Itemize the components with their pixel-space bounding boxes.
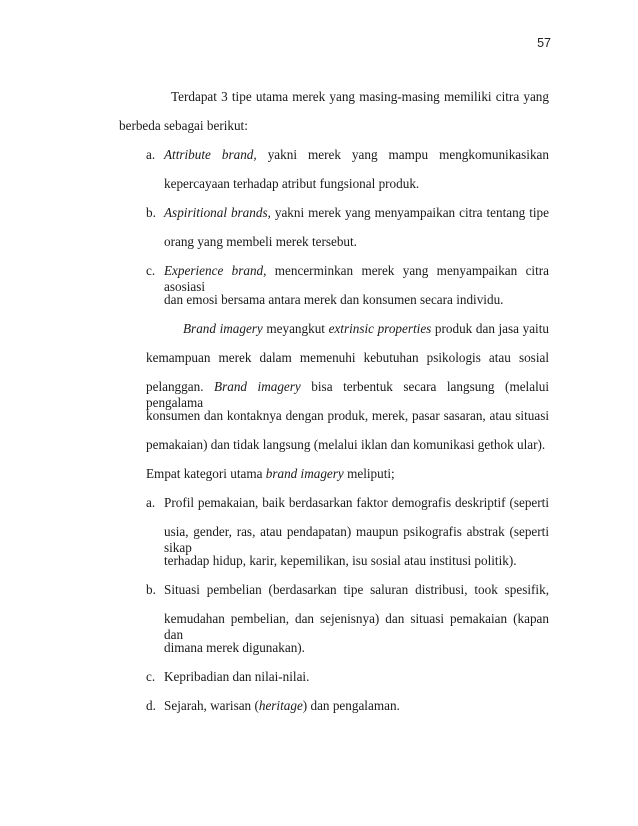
categories-intro-end: meliputi;: [343, 466, 395, 481]
paragraph-line-2: kemampuan merek dalam memenuhi kebutuhan psikologis atau sosial: [146, 350, 549, 365]
paragraph-line-5: pemakaian) dan tidak langsung (melalui iklan dan komunikasi gethok ular).: [146, 437, 546, 452]
paragraph-line-3-start: pelanggan.: [146, 379, 215, 394]
list2-item-b-line2: kemudahan pembelian, dan sejenisnya) dan situasi pemakaian (kapan dan: [164, 611, 549, 642]
list2-marker-d: d.: [146, 698, 156, 713]
intro-line-2: berbeda sebagai berikut:: [119, 118, 248, 133]
term-extrinsic-properties: extrinsic properties: [328, 321, 432, 336]
list1-marker-c: c.: [146, 263, 156, 278]
categories-intro-start: Empat kategori utama: [146, 466, 266, 481]
term-heritage: heritage: [258, 698, 303, 713]
paragraph-line-4: konsumen dan kontaknya dengan produk, merek, pasar sasaran, atau situasi: [146, 408, 549, 423]
list2-item-a-line1: Profil pemakaian, baik berdasarkan faktor demografis deskriptif (seperti: [164, 495, 549, 510]
list2-marker-a: a.: [146, 495, 156, 510]
term-experience-brand: Experience brand: [164, 263, 264, 278]
intro-line-1: Terdapat 3 tipe utama merek yang masing-masing memiliki citra yang: [171, 89, 549, 104]
list2-item-d-end: ) dan pengalaman.: [302, 698, 400, 713]
list2-item-a-line2: usia, gender, ras, atau pendapatan) maupun psikografis abstrak (seperti sikap: [164, 524, 549, 555]
list2-marker-c: c.: [146, 669, 156, 684]
list1-item-a-rest: yakni merek yang mampu mengkomunikasikan: [267, 147, 549, 162]
list1-item-c-rest: , mencerminkan merek yang menyampaikan citra asosiasi: [164, 263, 549, 294]
paragraph-line-3: [146, 379, 549, 411]
list1-marker-a: a.: [146, 147, 156, 162]
list2-item-d-start: Sejarah, warisan (: [164, 698, 259, 713]
term-aspiritional-brands: Aspiritional brands: [164, 205, 268, 220]
list1-item-a-line1: [164, 147, 549, 163]
term-brand-imagery-3: brand imagery: [265, 466, 344, 481]
term-attribute-brand: Attribute brand,: [164, 147, 257, 162]
list1-item-b-line2: orang yang membeli merek tersebut.: [164, 234, 357, 249]
categories-intro: [146, 466, 395, 482]
list2-item-a-line3: terhadap hidup, karir, kepemilikan, isu sosial atau institusi politik).: [164, 553, 517, 568]
list1-item-b-line1: [164, 205, 549, 221]
paragraph-line-1: [183, 321, 549, 337]
list2-item-b-line1: Situasi pembelian (berdasarkan tipe saluran distribusi, took spesifik,: [164, 582, 549, 597]
page-number: 57: [537, 36, 551, 50]
paragraph-line-3-end: bisa terbentuk secara langsung (melalui pengalama: [146, 379, 549, 410]
list2-item-c-line1: Kepribadian dan nilai-nilai.: [164, 669, 310, 684]
paragraph-line-1-end: produk dan jasa yaitu: [431, 321, 549, 336]
term-brand-imagery-1: Brand imagery: [183, 321, 263, 336]
list1-marker-b: b.: [146, 205, 156, 220]
list1-item-b-rest: , yakni merek yang menyampaikan citra tentang tipe: [267, 205, 549, 220]
list1-item-c-line2: dan emosi bersama antara merek dan konsumen secara individu.: [164, 292, 504, 307]
list1-item-c-line1: [164, 263, 549, 295]
paragraph-line-1-mid: meyangkut: [262, 321, 329, 336]
list2-marker-b: b.: [146, 582, 156, 597]
list2-item-b-line3: dimana merek digunakan).: [164, 640, 305, 655]
list1-item-a-line2: kepercayaan terhadap atribut fungsional produk.: [164, 176, 420, 191]
list2-item-d-line1: [164, 698, 400, 714]
term-brand-imagery-2: Brand imagery: [214, 379, 301, 394]
